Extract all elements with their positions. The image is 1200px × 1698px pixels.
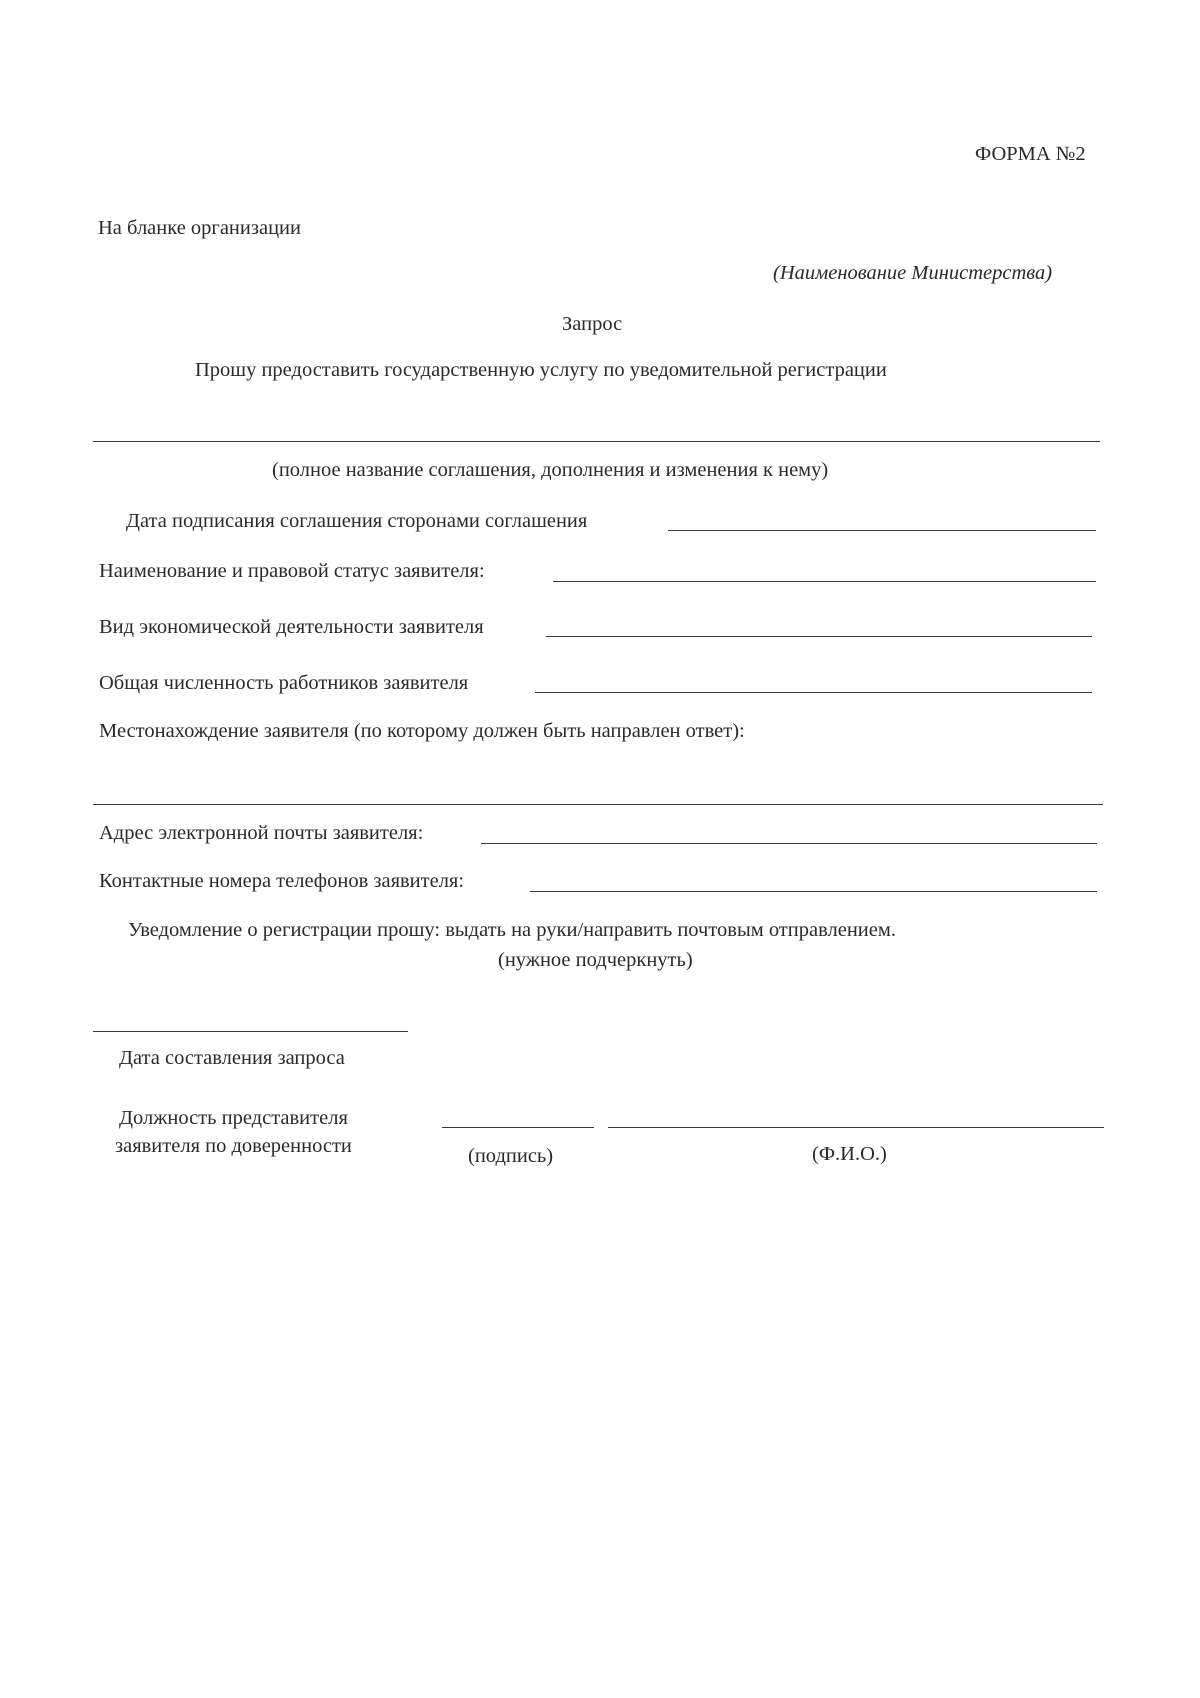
form-number: ФОРМА №2	[975, 143, 1086, 165]
notification-text: Уведомление о регистрации прошу: выдать на руки/направить почтовым отправлением.	[128, 919, 896, 941]
location-label: Местонахождение заявителя (по которому должен быть направлен ответ):	[99, 720, 745, 742]
ministry-placeholder: (Наименование Министерства)	[773, 262, 1053, 284]
email-field[interactable]	[481, 843, 1097, 844]
letterhead-note: На бланке организации	[98, 217, 301, 239]
name-status-field[interactable]	[553, 581, 1096, 582]
activity-type-label: Вид экономической деятельности заявителя	[99, 616, 484, 638]
representative-label-line1: Должность представителя	[119, 1107, 348, 1129]
name-status-label: Наименование и правовой статус заявителя:	[99, 560, 485, 582]
request-date-label: Дата составления запроса	[119, 1047, 345, 1069]
page-title: Запрос	[562, 313, 623, 335]
signature-caption: (подпись)	[468, 1145, 554, 1167]
representative-label-line2: заявителя по доверенности	[115, 1135, 352, 1157]
full-name-field[interactable]	[608, 1127, 1104, 1128]
notification-hint: (нужное подчеркнуть)	[498, 949, 693, 971]
employee-count-field[interactable]	[535, 692, 1092, 693]
email-label: Адрес электронной почты заявителя:	[99, 822, 424, 844]
request-text: Прошу предоставить государственную услугу по уведомительной регистрации	[195, 359, 887, 381]
signing-date-label: Дата подписания соглашения сторонами соглашения	[126, 510, 588, 532]
agreement-caption: (полное название соглашения, дополнения и изменения к нему)	[272, 459, 829, 481]
phones-label: Контактные номера телефонов заявителя:	[99, 870, 465, 892]
signing-date-field[interactable]	[668, 530, 1096, 531]
agreement-name-field[interactable]	[93, 441, 1100, 442]
signature-field[interactable]	[442, 1127, 594, 1128]
activity-type-field[interactable]	[546, 636, 1092, 637]
phones-field[interactable]	[530, 891, 1097, 892]
location-field[interactable]	[93, 804, 1103, 805]
name-caption: (Ф.И.О.)	[812, 1143, 887, 1165]
request-date-field[interactable]	[93, 1031, 408, 1032]
employee-count-label: Общая численность работников заявителя	[99, 672, 469, 694]
